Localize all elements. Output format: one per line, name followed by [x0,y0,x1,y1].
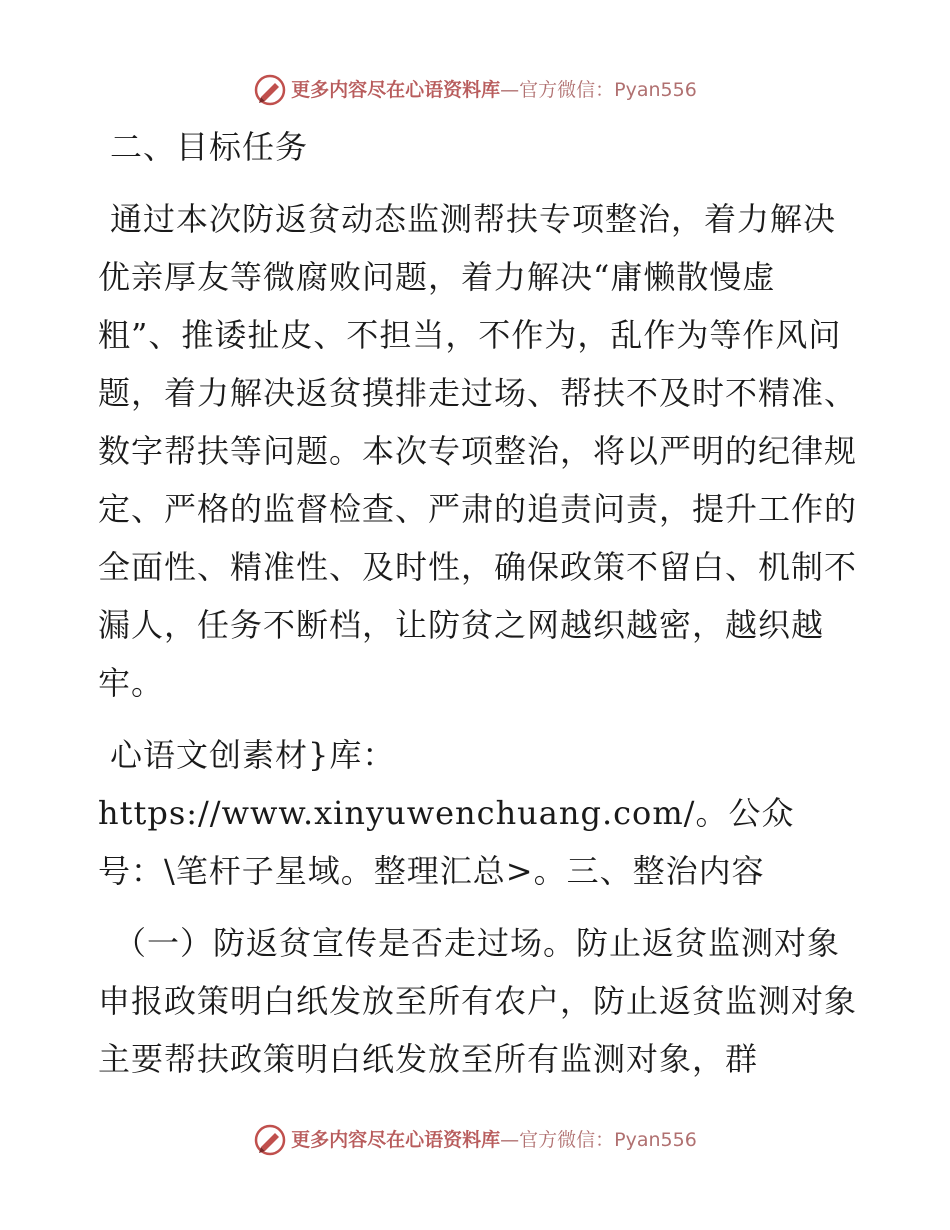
footer-watermark-banner [0,1120,950,1160]
banner-wechat-text: 官方微信：Pyan556 [519,79,697,101]
pen-logo-icon [253,1123,287,1157]
paragraph-goals: 通过本次防返贫动态监测帮扶专项整治，着力解决优亲厚友等微腐败问题，着力解决“庸懒散慢虚粗”、推诿扯皮、不担当，不作为，乱作为等作风问题，着力解决返贫摸排走过场、帮扶不及时不精准、数字帮扶等问题。本次专项整治，将以严明的纪律规定、严格的监督检查、严肃的追责问责，提升工作的全面性、精准性、及时性，确保政策不留白、机制不漏人，任务不断档，让防贫之网越织越密，越织越牢。 [98,200,858,702]
list-item-one: （一）防返贫宣传是否走过场。防止返贫监测对象申报政策明白纸发放至所有农户，防止返贫监测对象主要帮扶政策明白纸发放至所有监测对象，群 [98,924,858,1078]
banner-main-text: 更多内容尽在心语资料库 [291,1129,501,1151]
document-body [98,118,858,1088]
pen-logo-icon [253,73,287,107]
header-watermark-banner [0,70,950,110]
source-note-paragraph: 心语文创素材}库：https://www.xinyuwenchuang.com/。公众号：\笔杆子星域。整理汇总>。三、整治内容 [98,736,795,890]
banner-separator: — [500,79,520,101]
section-heading-goals: 二、目标任务 [110,128,309,166]
banner-wechat-text: 官方微信：Pyan556 [519,1129,697,1151]
banner-separator: — [500,1129,520,1151]
banner-main-text: 更多内容尽在心语资料库 [291,79,501,101]
